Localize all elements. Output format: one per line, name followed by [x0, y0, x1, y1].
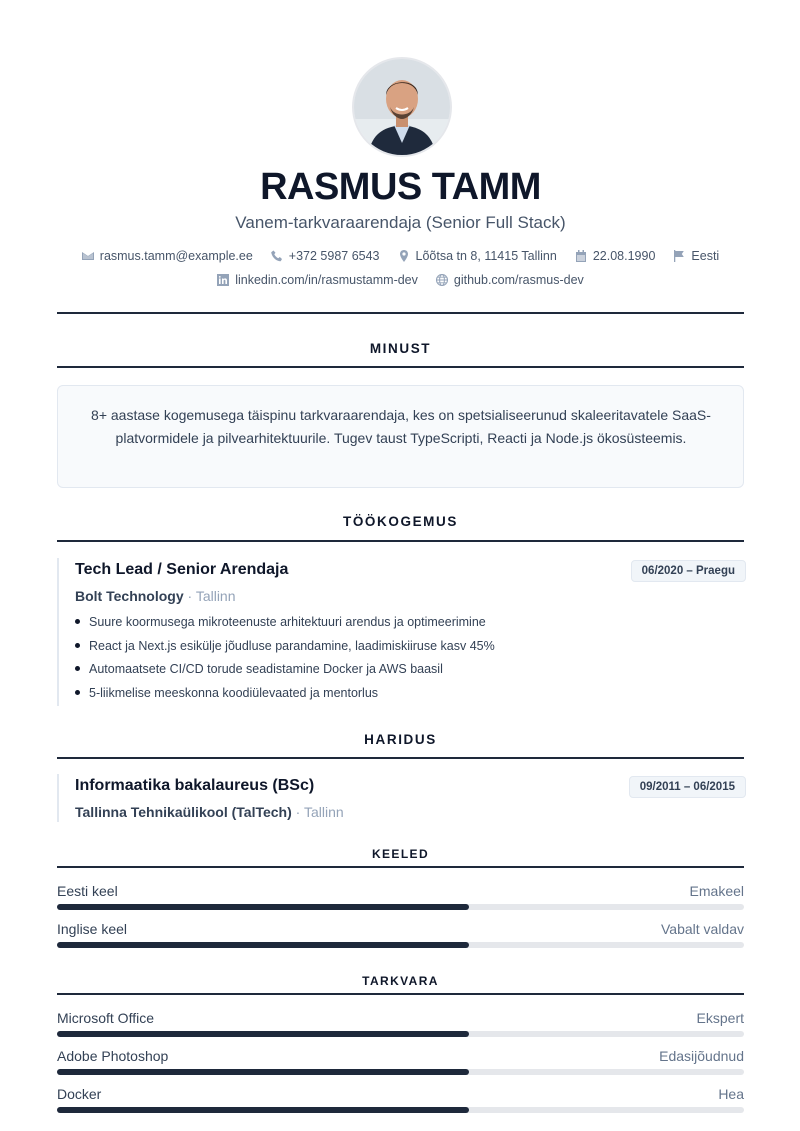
job-title: Tech Lead / Senior Arendaja	[75, 561, 289, 578]
school-name: Tallinna Tehnikaülikool (TalTech)	[75, 804, 292, 820]
skill-level: Edasijõudnud	[659, 1048, 744, 1064]
school-line	[75, 803, 344, 821]
section-divider	[57, 866, 744, 868]
about-box	[57, 385, 744, 488]
candidate-name: RASMUS TAMM	[260, 166, 541, 208]
skill-bar	[57, 942, 744, 948]
skill-bar-fill	[57, 1069, 469, 1075]
contact-phone[interactable]: +372 5987 6543	[271, 248, 380, 264]
section-title-about: MINUST	[369, 341, 432, 356]
envelope-icon	[82, 250, 94, 262]
software-skill	[57, 1085, 744, 1115]
contact-email[interactable]: rasmus.tamm@example.ee	[82, 248, 253, 264]
list-item: Suure koormusega mikroteenuste arhitektuuri arendus ja optimeerimine	[75, 614, 495, 638]
skill-name: Adobe Photoshop	[57, 1048, 169, 1064]
contact-row	[57, 248, 744, 264]
skill-bar	[57, 904, 744, 910]
skill-name: Docker	[57, 1086, 102, 1102]
section-divider	[57, 993, 744, 995]
company-line	[75, 587, 236, 605]
contact-birthdate: 22.08.1990	[575, 248, 656, 264]
list-item: React ja Next.js esikülje jõudluse parandamine, laadimiskiiruse kasv 45%	[75, 638, 495, 662]
skill-bar	[57, 1069, 744, 1075]
software-skill	[57, 1009, 744, 1039]
language-skill	[57, 882, 744, 912]
list-item: Automaatsete CI/CD torude seadistamine Docker ja AWS baasil	[75, 661, 495, 685]
skill-level: Vabalt valdav	[660, 921, 744, 937]
section-title-education: HARIDUS	[364, 732, 437, 747]
skill-bar	[57, 1031, 744, 1037]
skill-level: Emakeel	[689, 883, 744, 899]
contact-row-links	[57, 272, 744, 288]
contact-address: Lõõtsa tn 8, 11415 Tallinn	[398, 248, 557, 264]
experience-entry	[57, 558, 746, 706]
job-headline: Vanem-tarkvaraarendaja (Senior Full Stack)	[235, 213, 566, 232]
achievement-list	[75, 614, 495, 708]
skill-bar	[57, 1107, 744, 1113]
about-text: 8+ aastase kogemusega täispinu tarkvaraarendaja, kes on spetsialiseerunud skaleeritavatele SaaS-platvormidele ja pilvearhitektuurile. Tugev taust TypeScripti, Reacti ja Node.js ökosüsteemis.	[91, 407, 711, 446]
language-skill	[57, 920, 744, 950]
date-badge: 06/2020 – Praegu	[631, 560, 746, 582]
school-location: · Tallinn	[295, 804, 344, 820]
phone-icon	[271, 250, 283, 262]
education-entry	[57, 774, 746, 822]
header-divider	[57, 312, 744, 314]
skill-bar-fill	[57, 942, 469, 948]
section-divider	[57, 757, 744, 759]
profile-photo	[354, 59, 450, 155]
degree-title: Informaatika bakalaureus (BSc)	[75, 777, 315, 794]
skill-bar-fill	[57, 904, 469, 910]
contact-nationality: Eesti	[673, 248, 719, 264]
section-title-languages: KEELED	[371, 847, 430, 861]
company-location: · Tallinn	[187, 588, 236, 604]
avatar	[352, 57, 452, 157]
globe-icon	[436, 274, 448, 286]
skill-level: Hea	[718, 1086, 744, 1102]
date-badge: 09/2011 – 06/2015	[629, 776, 746, 798]
skill-bar-fill	[57, 1031, 469, 1037]
software-skill	[57, 1047, 744, 1077]
skill-bar-fill	[57, 1107, 469, 1113]
contact-linkedin[interactable]: linkedin.com/in/rasmustamm-dev	[217, 272, 418, 288]
flag-icon	[673, 250, 685, 262]
skill-name: Microsoft Office	[57, 1010, 154, 1026]
skill-name: Inglise keel	[57, 921, 128, 937]
skill-name: Eesti keel	[57, 883, 118, 899]
map-pin-icon	[398, 250, 410, 262]
section-title-experience: TÖÖKOGEMUS	[342, 514, 458, 529]
section-divider	[57, 366, 744, 368]
section-title-software: TARKVARA	[362, 974, 439, 988]
calendar-icon	[575, 250, 587, 262]
section-divider	[57, 540, 744, 542]
contact-github[interactable]: github.com/rasmus-dev	[436, 272, 584, 288]
linkedin-icon	[217, 274, 229, 286]
list-item: 5-liikmelise meeskonna koodiülevaated ja mentorlus	[75, 685, 495, 709]
skill-level: Ekspert	[696, 1010, 744, 1026]
company-name: Bolt Technology	[75, 588, 184, 604]
